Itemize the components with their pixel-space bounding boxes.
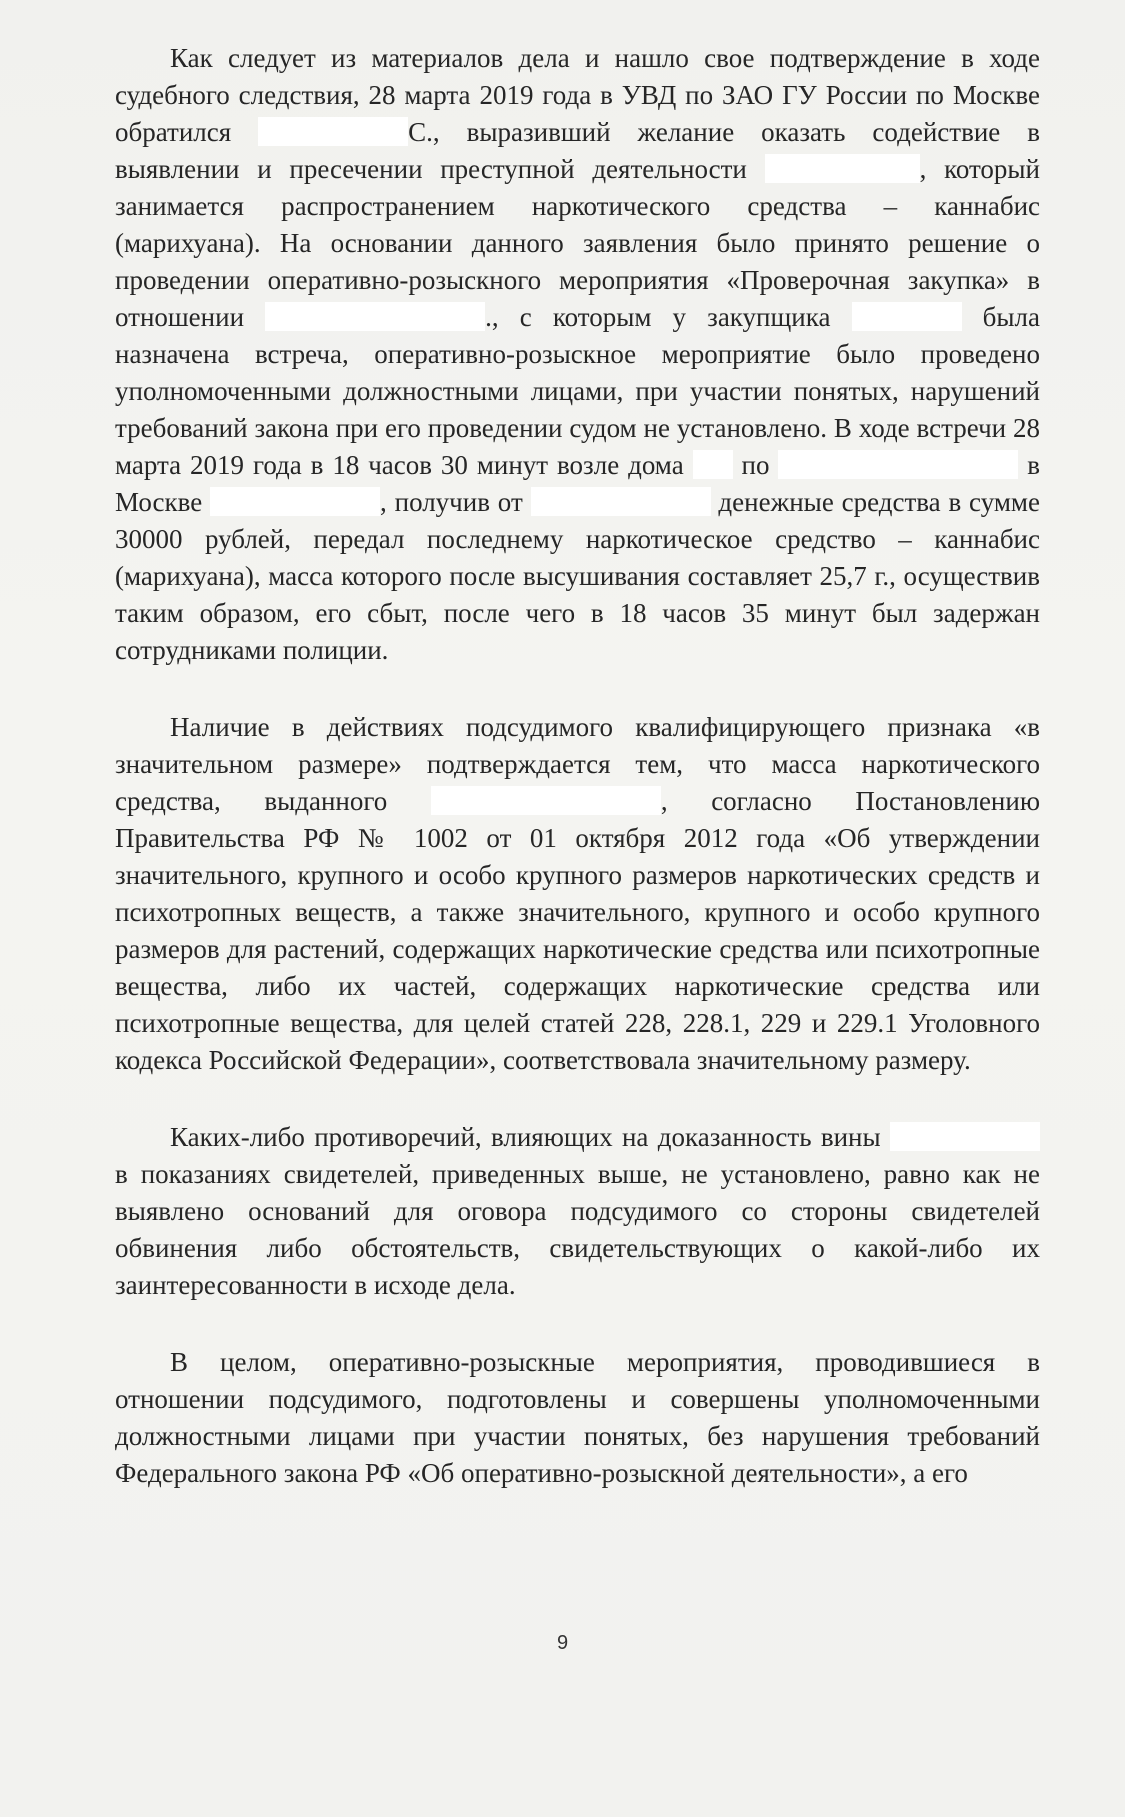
text-segment: В целом, оперативно-розыскные мероприятия, проводившиеся в отношении подсудимого, подготовлены и совершены уполномоченными должностными лицами при участии понятых, без нарушения требований Федерального закона РФ «Об оперативно-розыскной деятельности», а его bbox=[115, 1347, 1040, 1488]
text-segment: Как следует из материалов дела и нашло свое подтверждение в ходе судебного следствия, 28 марта 2019 года в УВД по ЗАО ГУ России по Москве обратился bbox=[115, 43, 1040, 147]
text-segment: в показаниях свидетелей, приведенных выше, не установлено, равно как не выявлено оснований для оговора подсудимого со стороны свидетелей обвинения либо обстоятельств, свидетельствующих о какой-либо их заинтересованности в исходе дела. bbox=[115, 1159, 1040, 1300]
text-segment: Наличие в действиях подсудимого квалифицирующего признака «в значительном размере» подтверждается тем, что масса наркотического средства, выданного bbox=[115, 712, 1040, 816]
document-body bbox=[115, 40, 1040, 1492]
text-segment: С., выразивший желание оказать содействие в выявлении и пресечении преступной деятельности bbox=[115, 117, 1040, 184]
text-segment: , согласно Постановлению Правительства РФ № 1002 от 01 октября 2012 года «Об утверждении значительного, крупного и особо крупного размеров наркотических средств и психотропных веществ, а также значительного, крупного и особо крупного размеров для растений, содержащих наркотические средства или психотропные вещества, либо их частей, содержащих наркотические средства или психотропные вещества, для целей статей 228, 228.1, 229 и 229.1 Уголовного кодекса Российской Федерации», соответствовала значительному размеру. bbox=[115, 786, 1041, 1075]
text-segment: по bbox=[732, 450, 779, 480]
text-segment: ., с которым у закупщика bbox=[485, 302, 852, 332]
paragraph-4 bbox=[115, 1344, 1040, 1492]
text-segment: в Москве bbox=[115, 450, 1040, 517]
text-segment: Каких-либо противоречий, влияющих на доказанность вины bbox=[170, 1122, 890, 1152]
paragraph-3 bbox=[115, 1119, 1040, 1304]
redaction-box bbox=[210, 487, 380, 516]
text-segment: , получив от bbox=[380, 487, 531, 517]
redaction-box bbox=[852, 302, 962, 331]
paragraph-1 bbox=[115, 40, 1040, 669]
redaction-box bbox=[265, 302, 485, 331]
text-segment: денежные средства в сумме 30000 рублей, передал последнему наркотическое средство – каннабис (марихуана), масса которого после высушивания составляет 25,7 г., осуществив таким образом, его сбыт, после чего в 18 часов 35 минут был задержан сотрудниками полиции. bbox=[115, 487, 1040, 665]
redaction-box bbox=[765, 154, 920, 183]
redaction-box bbox=[778, 450, 1018, 479]
paragraph-2 bbox=[115, 709, 1040, 1079]
text-segment: была назначена встреча, оперативно-розыскное мероприятие было проведено уполномоченными должностными лицами, при участии понятых, нарушений требований закона при его проведении судом не установлено. В ходе встречи 28 марта 2019 года в 18 часов 30 минут возле дома bbox=[115, 302, 1041, 480]
redaction-box bbox=[258, 117, 408, 146]
redaction-box bbox=[890, 1122, 1040, 1151]
redaction-box bbox=[693, 450, 733, 479]
redaction-box bbox=[431, 786, 661, 815]
text-segment: , который занимается распространением наркотического средства – каннабис (марихуана). На основании данного заявления было принято решение о проведении оперативно-розыскного мероприятия «Проверочная закупка» в отношении bbox=[115, 154, 1040, 332]
redaction-box bbox=[531, 487, 711, 516]
page-number: 9 bbox=[556, 1632, 569, 1654]
